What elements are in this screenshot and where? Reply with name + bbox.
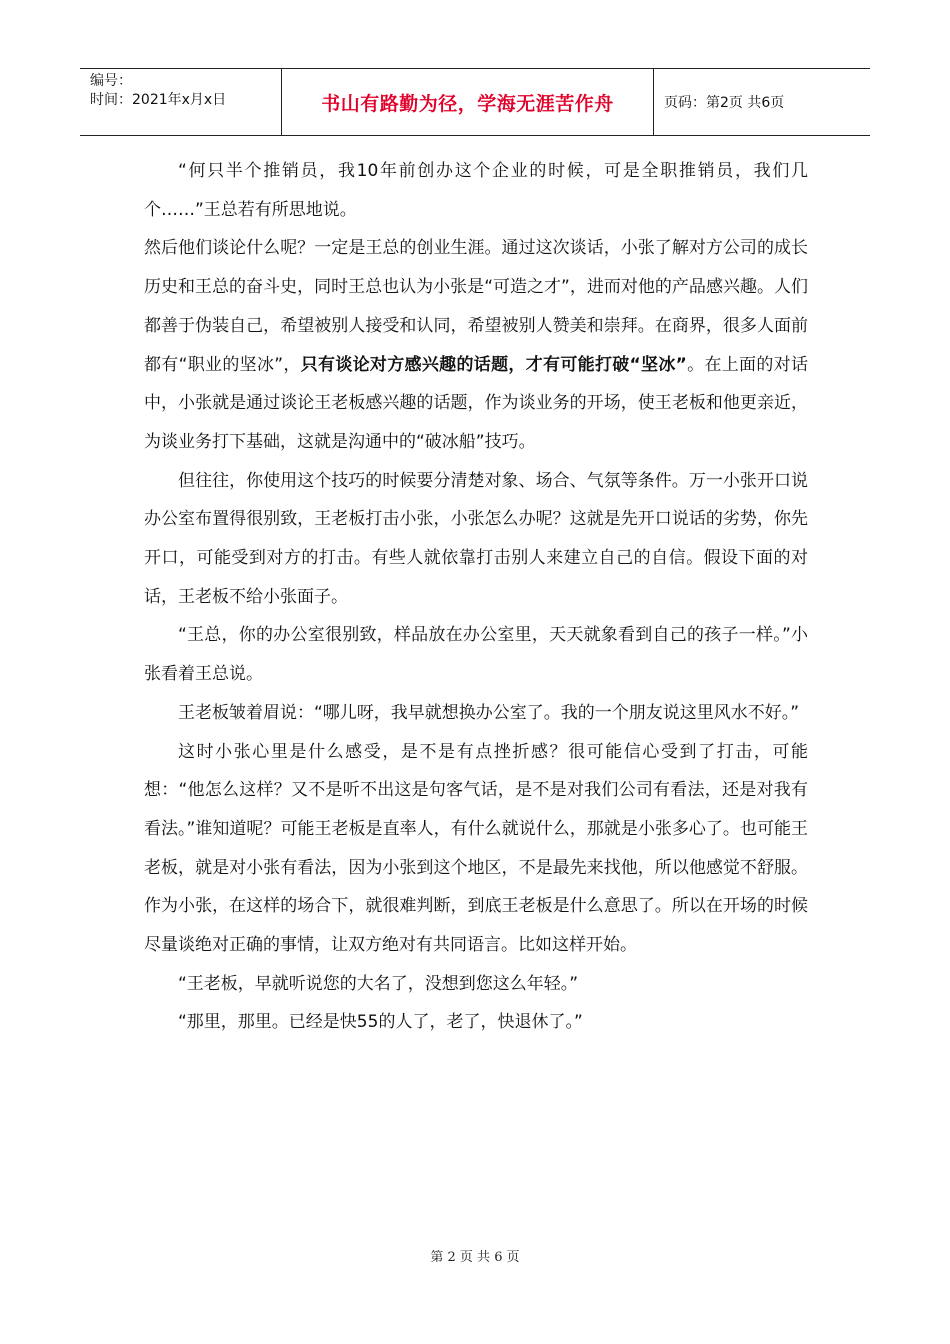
paragraph [144, 229, 808, 461]
document-body [144, 152, 808, 1042]
serial-number-label: 编号： [90, 73, 132, 89]
paragraph: 王老板皱着眉说：“哪儿呀，我早就想换办公室了。我的一个朋友说这里风水不好。” [178, 702, 800, 723]
page-header [80, 68, 870, 136]
paragraph: “王总，你的办公室很别致，样品放在办公室里，天天就象看到自己的孩子一样。”小张看着王总说。 [144, 625, 808, 685]
date-label: 时间：2021年x月x日 [90, 92, 227, 108]
paragraph: “王老板，早就听说您的大名了，没想到您这么年轻。” [178, 973, 579, 994]
header-page-info: 页码：第2页 共6页 [664, 95, 785, 111]
paragraph-text: 。在上面的对话中，小张就是通过谈论王老板感兴趣的话题，作为谈业务的开场，使王老板和他更亲近，为谈业务打下基础，这就是沟通中的“破冰船”技巧。 [144, 354, 808, 452]
paragraph: “那里，那里。已经是快55的人了，老了，快退休了。” [178, 1012, 583, 1033]
bold-emphasis: 只有谈论对方感兴趣的话题，才有可能打破“坚冰” [300, 354, 687, 375]
paragraph: 这时小张心里是什么感受，是不是有点挫折感？很可能信心受到了打击，可能想：“他怎么这样？又不是听不出这是句客气话，是不是对我们公司有看法，还是对我有看法。”谁知道呢？可能王老板是直率人，有什么就说什么，那就是小张多心了。也可能王老板，就是对小张有看法，因为小张到这个地区，不是最先来找他，所以他感觉不舒服。作为小张，在这样的场合下，就很难判断，到底王老板是什么意思了。所以在开场的时候尽量谈绝对正确的事情，让双方绝对有共同语言。比如这样开始。 [144, 741, 808, 956]
paragraph: “何只半个推销员，我10年前创办这个企业的时候，可是全职推销员，我们几个……”王总若有所思地说。 [144, 161, 808, 220]
header-meta [80, 69, 282, 135]
header-motto: 书山有路勤为径，学海无涯苦作舟 [282, 69, 654, 135]
paragraph: 但往往，你使用这个技巧的时候要分清楚对象、场合、气氛等条件。万一小张开口说办公室布置得很别致，王老板打击小张，小张怎么办呢？这就是先开口说话的劣势，你先开口，可能受到对方的打击。有些人就依靠打击别人来建立自己的自信。假设下面的对话，王老板不给小张面子。 [144, 470, 808, 607]
page-footer: 第 2 页 共 6 页 [430, 1250, 520, 1265]
paragraph-text: 然后他们谈论什么呢？一定是王总的创业生涯。通过这次谈话，小张了解对方公司的成长历史和王总的奋斗史，同时王总也认为小张是“可造之才”，进而对他的产品感兴趣。人们都善于伪装自己，希望被别人接受和认同，希望被别人赞美和崇拜。在商界，很多人面前都有“职业的坚冰”， [144, 238, 808, 375]
